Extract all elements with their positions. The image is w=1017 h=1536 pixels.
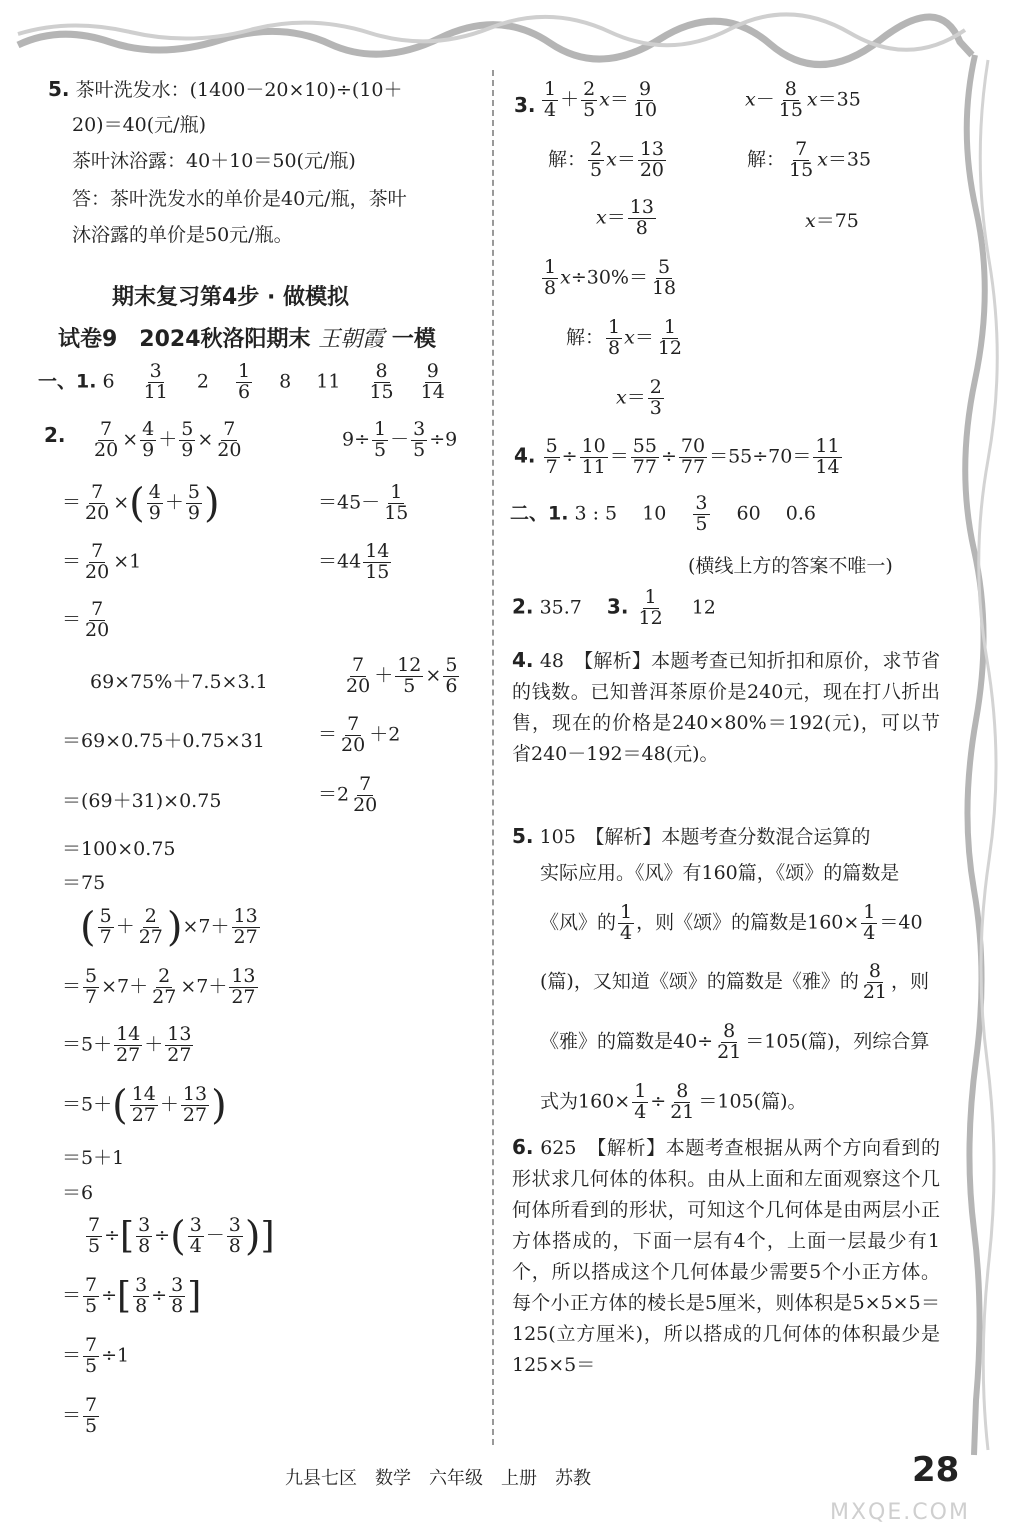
answer-note: (横线上方的答案不唯一) — [688, 555, 893, 577]
text-part: 《风》的 — [540, 911, 617, 934]
expr-e2: ＝ $\frac{5}{7}$ ×7＋ $\frac{2}{27}$ ×7＋ $\frac{13}{27}$ — [62, 965, 256, 1008]
question-number: 3. — [606, 594, 629, 619]
question-number: 二、1. — [510, 502, 569, 525]
text-part: ＝105(篇)，列综合算 — [745, 1030, 930, 1053]
right-q5-line5: 《雅》的篇数是40÷ $\frac{8}{21}$ ＝105(篇)，列综合算 — [540, 1020, 930, 1063]
eq-c2: 解： $\frac{1}{8}$ x＝ $\frac{1}{12}$ — [566, 316, 683, 359]
right-q6-explanation — [512, 1132, 940, 1381]
expr-c1: 69×75%＋7.5×3.1 — [90, 671, 268, 693]
right-q5-line1 — [512, 823, 870, 850]
expr-e4: ＝5＋( $\frac{14}{27}$ ＋ $\frac{13}{27}$ ) — [62, 1082, 227, 1129]
answer-value: 12 — [691, 596, 716, 619]
right-q3-label — [514, 92, 536, 119]
section-title: 期末复习第4步 · 做模拟 — [112, 285, 349, 310]
question-number: 5. — [512, 824, 534, 848]
paper-title — [58, 322, 436, 353]
text-part: ，则《颂》的篇数是160× — [636, 911, 860, 934]
solution-label: 解： — [747, 148, 786, 171]
eq-b2: 解： $\frac{7}{15}$ x＝35 — [747, 138, 872, 181]
left-q5-line1 — [48, 76, 403, 103]
text-part: 《雅》的篇数是40÷ — [540, 1030, 714, 1053]
paper-title-text: 试卷9 2024秋洛阳期末 — [58, 327, 311, 352]
expr-c5: ＝75 — [62, 872, 106, 894]
right-q5-line3: 《风》的 $\frac{1}{4}$ ，则《颂》的篇数是160× $\frac{1}{4}$ ＝40 — [540, 901, 923, 944]
eq-b1: x－ $\frac{8}{15}$ x＝35 — [745, 78, 861, 121]
expr-e1: ( $\frac{5}{7}$ ＋ $\frac{2}{27}$ )×7＋ $\frac{13}{27}$ — [80, 904, 258, 951]
expr-b3: ＝44 $\frac{14}{15}$ — [318, 540, 390, 583]
eq-a1: $\frac{1}{4}$ ＋ $\frac{2}{5}$ x＝ $\frac{9}{10}$ — [544, 78, 658, 121]
right-sec2-q1: 二、1. 3 : 5 10 $\frac{3}{5}$ 60 0.6 — [510, 492, 816, 535]
expr-a3: ＝ $\frac{7}{20}$ ×1 — [62, 540, 142, 583]
question-number: 2. — [44, 423, 66, 447]
left-q2-label — [44, 422, 66, 449]
page-number: 28 — [912, 1450, 960, 1490]
expr-d1: $\frac{7}{20}$ ＋ $\frac{12}{5}$ × $\frac{5}{6}$ — [346, 654, 458, 697]
expr-c4: ＝100×0.75 — [62, 838, 176, 860]
expr-f1: $\frac{7}{5}$ ÷[ $\frac{3}{8}$ ÷( $\frac{3}{4}$ － $\frac{3}{8}$ )] — [88, 1213, 275, 1260]
expr-f4: ＝ $\frac{7}{5}$ — [62, 1394, 98, 1437]
expr-a4: ＝ $\frac{7}{20}$ — [62, 598, 110, 641]
expr-e3: ＝5＋ $\frac{14}{27}$ ＋ $\frac{13}{27}$ — [62, 1023, 192, 1066]
expr-a2: ＝ $\frac{7}{20}$ ×( $\frac{4}{9}$ ＋ $\frac{5}{9}$ ) — [62, 480, 220, 527]
expr-e5: ＝5＋1 — [62, 1147, 125, 1169]
footer-text: 九县七区 数学 六年级 上册 苏教 — [285, 1468, 591, 1489]
expr-b2: ＝45－ $\frac{1}{15}$ — [318, 481, 409, 524]
text-part: ＝40 — [879, 911, 923, 934]
author-signature: 王朝霞 — [318, 327, 385, 352]
eq-a3: x＝ $\frac{13}{8}$ — [596, 196, 654, 239]
right-q5-line4: (篇)，又知道《颂》的篇数是《雅》的 $\frac{8}{21}$ ，则 — [540, 960, 930, 1003]
right-q5-line6: 式为160× $\frac{1}{4}$ ÷ $\frac{8}{21}$ ＝105(篇)。 — [540, 1080, 807, 1123]
text-line: 茶叶洗发水：(1400－20×10)÷(10＋ — [75, 79, 403, 101]
solution-label: 解： — [548, 148, 587, 171]
question-number: 4. — [512, 648, 534, 672]
expr-f3: ＝ $\frac{7}{5}$ ÷1 — [62, 1334, 130, 1377]
expr-e6: ＝6 — [62, 1182, 94, 1204]
explanation-text: 48 【解析】本题考查已知折扣和原价，求节省的钱数。已知普洱茶原价是240元，现在打八折出售，现在的价格是240×80%＝192(元)，可以节省240－192＝48(元)。 — [512, 650, 940, 765]
right-sec2-q2-q3: 2. 35.7 3. $\frac{1}{12}$ 12 — [512, 586, 716, 629]
text-part: ＝105(篇)。 — [698, 1090, 807, 1113]
eq-c1: $\frac{1}{8}$ x÷30%＝ $\frac{5}{18}$ — [544, 256, 677, 299]
text-part: 式为160× — [540, 1090, 631, 1113]
eq-b3: x＝75 — [805, 210, 859, 232]
expr-f2: ＝ $\frac{7}{5}$ ÷[ $\frac{3}{8}$ ÷ $\frac{3}{8}$ ] — [62, 1274, 202, 1317]
text-part: ÷ — [650, 1090, 667, 1113]
left-q5-line3: 茶叶沐浴露：40＋10＝50(元/瓶) — [72, 150, 356, 172]
right-q4-calc: 4. $\frac{5}{7}$ ÷ $\frac{10}{11}$ ＝ $\frac{55}{77}$ ÷ $\frac{70}{77}$ ＝55÷70＝ $\frac{11}{14}$ — [514, 435, 840, 478]
right-q4-explanation — [512, 645, 940, 770]
expr-c2: ＝69×0.75＋0.75×31 — [62, 730, 265, 752]
left-q5-line5: 沐浴露的单价是50元/瓶。 — [72, 224, 293, 246]
paper-title-suffix: 一模 — [391, 327, 436, 352]
question-number: 一、1. — [38, 370, 97, 393]
question-number: 5. — [48, 77, 70, 101]
text-part: ，则 — [891, 970, 930, 993]
eq-c3: x＝ $\frac{2}{3}$ — [616, 376, 662, 419]
explanation-text: 625 【解析】本题考查根据从两个方向看到的形状求几何体的体积。由从上面和左面观察这个几何体所看到的形状，可知这个几何体是由两层小正方体搭成的，下面一层有4个，上面一层最少有1个，所以搭成这个几何体最少需要5个小正方体。每个小正方体的棱长是5厘米，则体积是5×5×5＝125(立方厘米)，所以搭成的几何体的体积最少是125×5＝ — [512, 1137, 940, 1376]
question-number: 3. — [514, 93, 536, 117]
right-q5-line2: 实际应用。《风》有160篇，《颂》的篇数是 — [540, 862, 900, 884]
explanation-text: 105 【解析】本题考查分数混合运算的 — [539, 826, 871, 848]
answer-value: 35.7 — [539, 596, 582, 619]
expr-d3: ＝2 $\frac{7}{20}$ — [318, 773, 378, 816]
expr-a1: $\frac{7}{20}$ × $\frac{4}{9}$ ＋ $\frac{5}{9}$ × $\frac{7}{20}$ — [94, 418, 242, 461]
question-number: 4. — [514, 443, 536, 468]
expr-d2: ＝ $\frac{7}{20}$ ＋2 — [318, 713, 401, 756]
left-q5-line4: 答：茶叶洗发水的单价是40元/瓶，茶叶 — [72, 188, 407, 210]
text-part: (篇)，又知道《颂》的篇数是《雅》的 — [540, 970, 859, 993]
left-sec1-q1: 一、1. 6 $\frac{3}{11}$ 2 $\frac{1}{6}$ 8 11 $\frac{8}{15}$ $\frac{9}{14}$ — [38, 360, 445, 403]
column-divider — [492, 70, 494, 1445]
watermark: MXQE.COM — [830, 1500, 970, 1525]
left-q5-line2: 20)＝40(元/瓶) — [72, 114, 206, 136]
expr-b1: 9÷ $\frac{1}{5}$ － $\frac{3}{5}$ ÷9 — [342, 418, 458, 461]
question-number: 2. — [512, 594, 534, 619]
question-number: 6. — [512, 1135, 534, 1159]
expr-c3: ＝(69＋31)×0.75 — [62, 790, 222, 812]
eq-a2: 解： $\frac{2}{5}$ x＝ $\frac{13}{20}$ — [548, 138, 665, 181]
solution-label: 解： — [566, 326, 605, 349]
